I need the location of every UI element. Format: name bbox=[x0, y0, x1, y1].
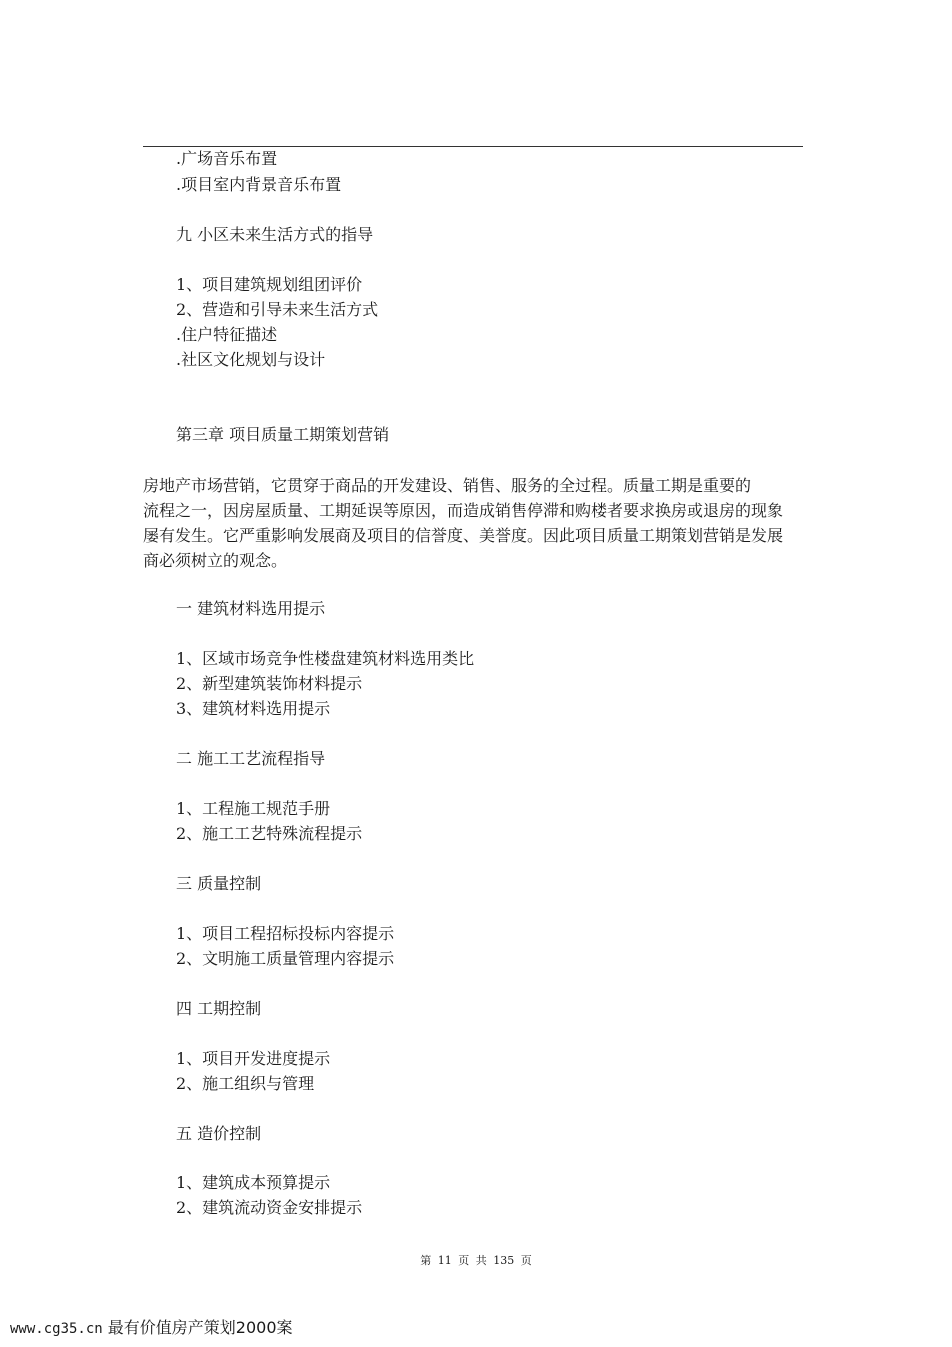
list-item: 2、建筑流动资金安排提示 bbox=[176, 1198, 363, 1217]
list-item: 2、新型建筑装饰材料提示 bbox=[176, 674, 363, 693]
section-heading: 二 施工工艺流程指导 bbox=[176, 749, 326, 768]
list-item: 1、区域市场竞争性楼盘建筑材料选用类比 bbox=[176, 649, 475, 668]
list-item: 1、项目工程招标投标内容提示 bbox=[176, 924, 395, 943]
section-heading: 一 建筑材料选用提示 bbox=[176, 599, 326, 618]
list-item: 2、施工工艺特殊流程提示 bbox=[176, 824, 363, 843]
section-heading: 五 造价控制 bbox=[176, 1124, 262, 1143]
list-item: 1、工程施工规范手册 bbox=[176, 799, 331, 818]
list-item: .住户特征描述 bbox=[176, 325, 278, 344]
list-item: 2、营造和引导未来生活方式 bbox=[176, 300, 379, 319]
section-heading: 四 工期控制 bbox=[176, 999, 262, 1018]
header-rule bbox=[143, 146, 803, 147]
chapter-heading: 第三章 项目质量工期策划营销 bbox=[176, 425, 390, 444]
list-item: 1、项目建筑规划组团评价 bbox=[176, 275, 363, 294]
list-item: 1、建筑成本预算提示 bbox=[176, 1173, 331, 1192]
list-item: .广场音乐布置 bbox=[176, 149, 278, 168]
page-footer: 第 11 页 共 135 页 bbox=[420, 1254, 532, 1267]
watermark-url: www.cg35.cn bbox=[10, 1321, 103, 1337]
body-paragraph bbox=[143, 473, 807, 573]
paragraph-line: 流程之一，因房屋质量、工期延误等原因，而造成销售停滞和购楼者要求换房或退房的现象 bbox=[143, 501, 784, 520]
list-item: 2、施工组织与管理 bbox=[176, 1074, 315, 1093]
watermark bbox=[10, 1318, 293, 1339]
paragraph-line: 房地产市场营销，它贯穿于商品的开发建设、销售、服务的全过程。质量工期是重要的 bbox=[143, 476, 752, 495]
list-item: 3、建筑材料选用提示 bbox=[176, 699, 331, 718]
list-item: .社区文化规划与设计 bbox=[176, 350, 326, 369]
section-heading: 九 小区未来生活方式的指导 bbox=[176, 225, 374, 244]
list-item: .项目室内背景音乐布置 bbox=[176, 175, 342, 194]
watermark-text: 最有价值房产策划2000案 bbox=[102, 1318, 293, 1337]
list-item: 1、项目开发进度提示 bbox=[176, 1049, 331, 1068]
section-heading: 三 质量控制 bbox=[176, 874, 262, 893]
list-item: 2、文明施工质量管理内容提示 bbox=[176, 949, 395, 968]
paragraph-line: 屡有发生。它严重影响发展商及项目的信誉度、美誉度。因此项目质量工期策划营销是发展 bbox=[143, 526, 784, 545]
paragraph-line: 商必须树立的观念。 bbox=[143, 551, 288, 570]
